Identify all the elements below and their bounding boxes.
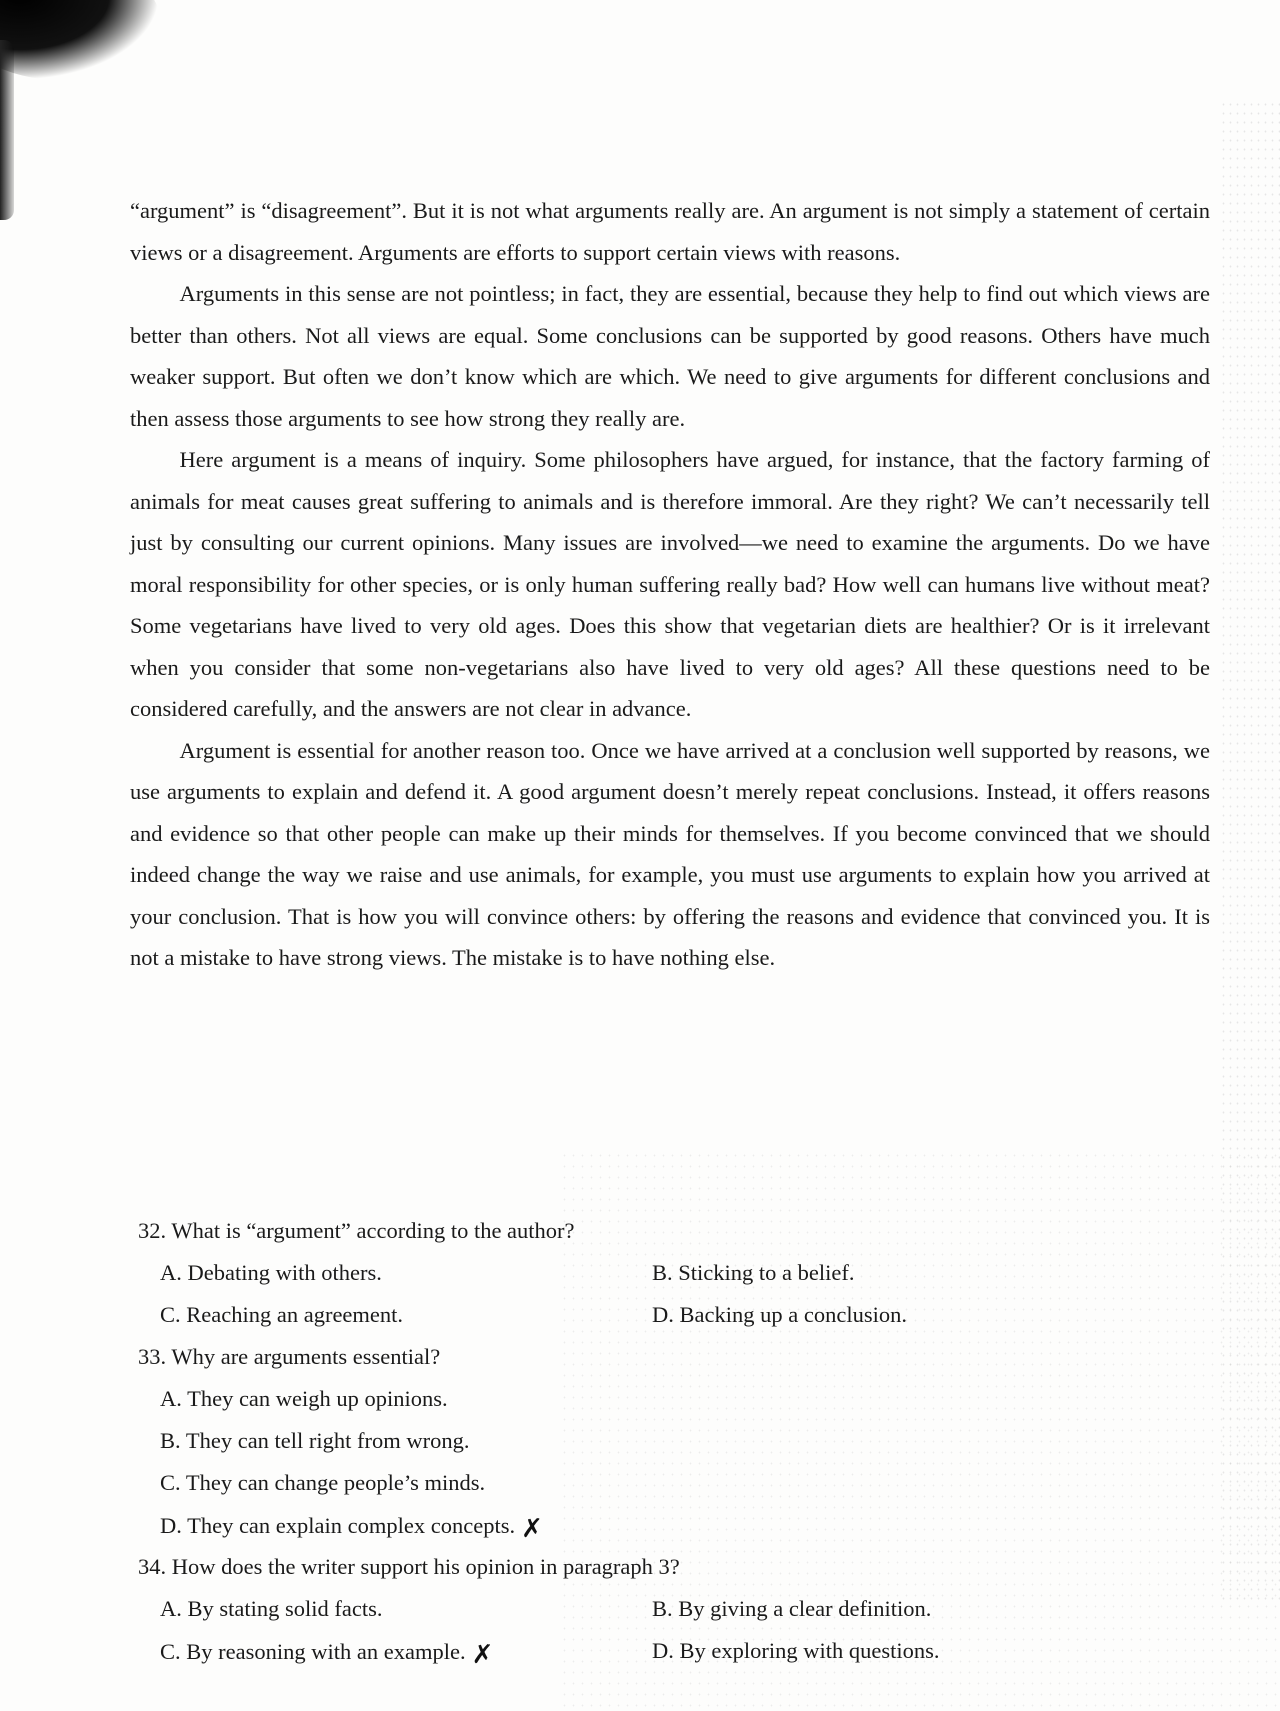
paragraph-4: Argument is essential for another reason too. Once we have arrived at a conclusion well supported by reasons, we use arguments to explain and defend it. A good argument doesn’t merely repeat conclusions. Instead, it offers reasons and evidence so that other people can make up their minds for themselves. If you become convinced that we should indeed change the way we raise and use animals, for example, you must use arguments to explain how you arrived at your conclusion. That is how you will convince others: by offering the reasons and evidence that convinced you. It is not a mistake to have strong views. The mistake is to have nothing else.	[130, 737, 1210, 970]
q32-option-d: D. Backing up a conclusion.	[652, 1302, 907, 1327]
q34-option-c: C. By reasoning with an example.	[160, 1639, 466, 1664]
handwritten-cross-icon: ✗	[521, 1514, 543, 1544]
question-34-options-row-1	[138, 1588, 1198, 1630]
handwritten-cross-icon: ✗	[471, 1640, 494, 1670]
q34-option-a: A. By stating solid facts.	[160, 1596, 383, 1621]
question-32-options-row-1	[138, 1252, 1198, 1294]
question-34-options-row-2	[138, 1630, 1198, 1672]
question-set	[138, 1210, 1198, 1672]
q34-option-b: B. By giving a clear definition.	[652, 1596, 932, 1621]
question-34-stem: 34. How does the writer support his opinion in paragraph 3?	[138, 1554, 680, 1579]
q33-option-d-line	[138, 1504, 1198, 1546]
q32-option-a: A. Debating with others.	[160, 1260, 382, 1285]
q33-option-a: A. They can weigh up opinions.	[160, 1386, 448, 1411]
q34-option-d: D. By exploring with questions.	[652, 1638, 940, 1663]
q32-option-c: C. Reaching an agreement.	[160, 1302, 404, 1327]
q33-option-b: B. They can tell right from wrong.	[160, 1428, 470, 1453]
question-32-options-row-2	[138, 1294, 1198, 1336]
scan-corner-shadow	[0, 0, 160, 80]
paragraph-3: Here argument is a means of inquiry. Some philosophers have argued, for instance, that the factory farming of animals for meat causes great suffering to animals and is therefore immoral. Are they right? We can’t necessarily tell just by consulting our current opinions. Many issues are involved—we need to examine the arguments. Do we have moral responsibility for other species, or is only human suffering really bad? How well can humans live without meat? Some vegetarians have lived to very old ages. Does this show that vegetarian diets are healthier? Or is it irrelevant when you consider that some non-vegetarians also have lived to very old ages? All these questions need to be considered carefully, and the answers are not clear in advance.	[130, 447, 1210, 721]
scan-left-edge	[0, 40, 14, 220]
q33-option-c: C. They can change people’s minds.	[160, 1470, 486, 1495]
question-32-stem: 32. What is “argument” according to the author?	[138, 1218, 575, 1243]
question-33-stem: 33. Why are arguments essential?	[138, 1344, 441, 1369]
q33-option-d: D. They can explain complex concepts.	[160, 1513, 516, 1538]
paragraph-1: “argument” is “disagreement”. But it is not what arguments really are. An argument is not simply a statement of certain views or a disagreement. Arguments are efforts to support certain views with reasons.	[130, 198, 1210, 265]
paragraph-2: Arguments in this sense are not pointless; in fact, they are essential, because they help to find out which views are better than others. Not all views are equal. Some conclusions can be supported by good reasons. Others have much weaker support. But often we don’t know which are which. We need to give arguments for different conclusions and then assess those arguments to see how strong they really are.	[130, 281, 1210, 431]
reading-passage	[130, 190, 1210, 979]
q34-option-c-wrap	[138, 1630, 630, 1672]
q32-option-b: B. Sticking to a belief.	[652, 1260, 855, 1285]
